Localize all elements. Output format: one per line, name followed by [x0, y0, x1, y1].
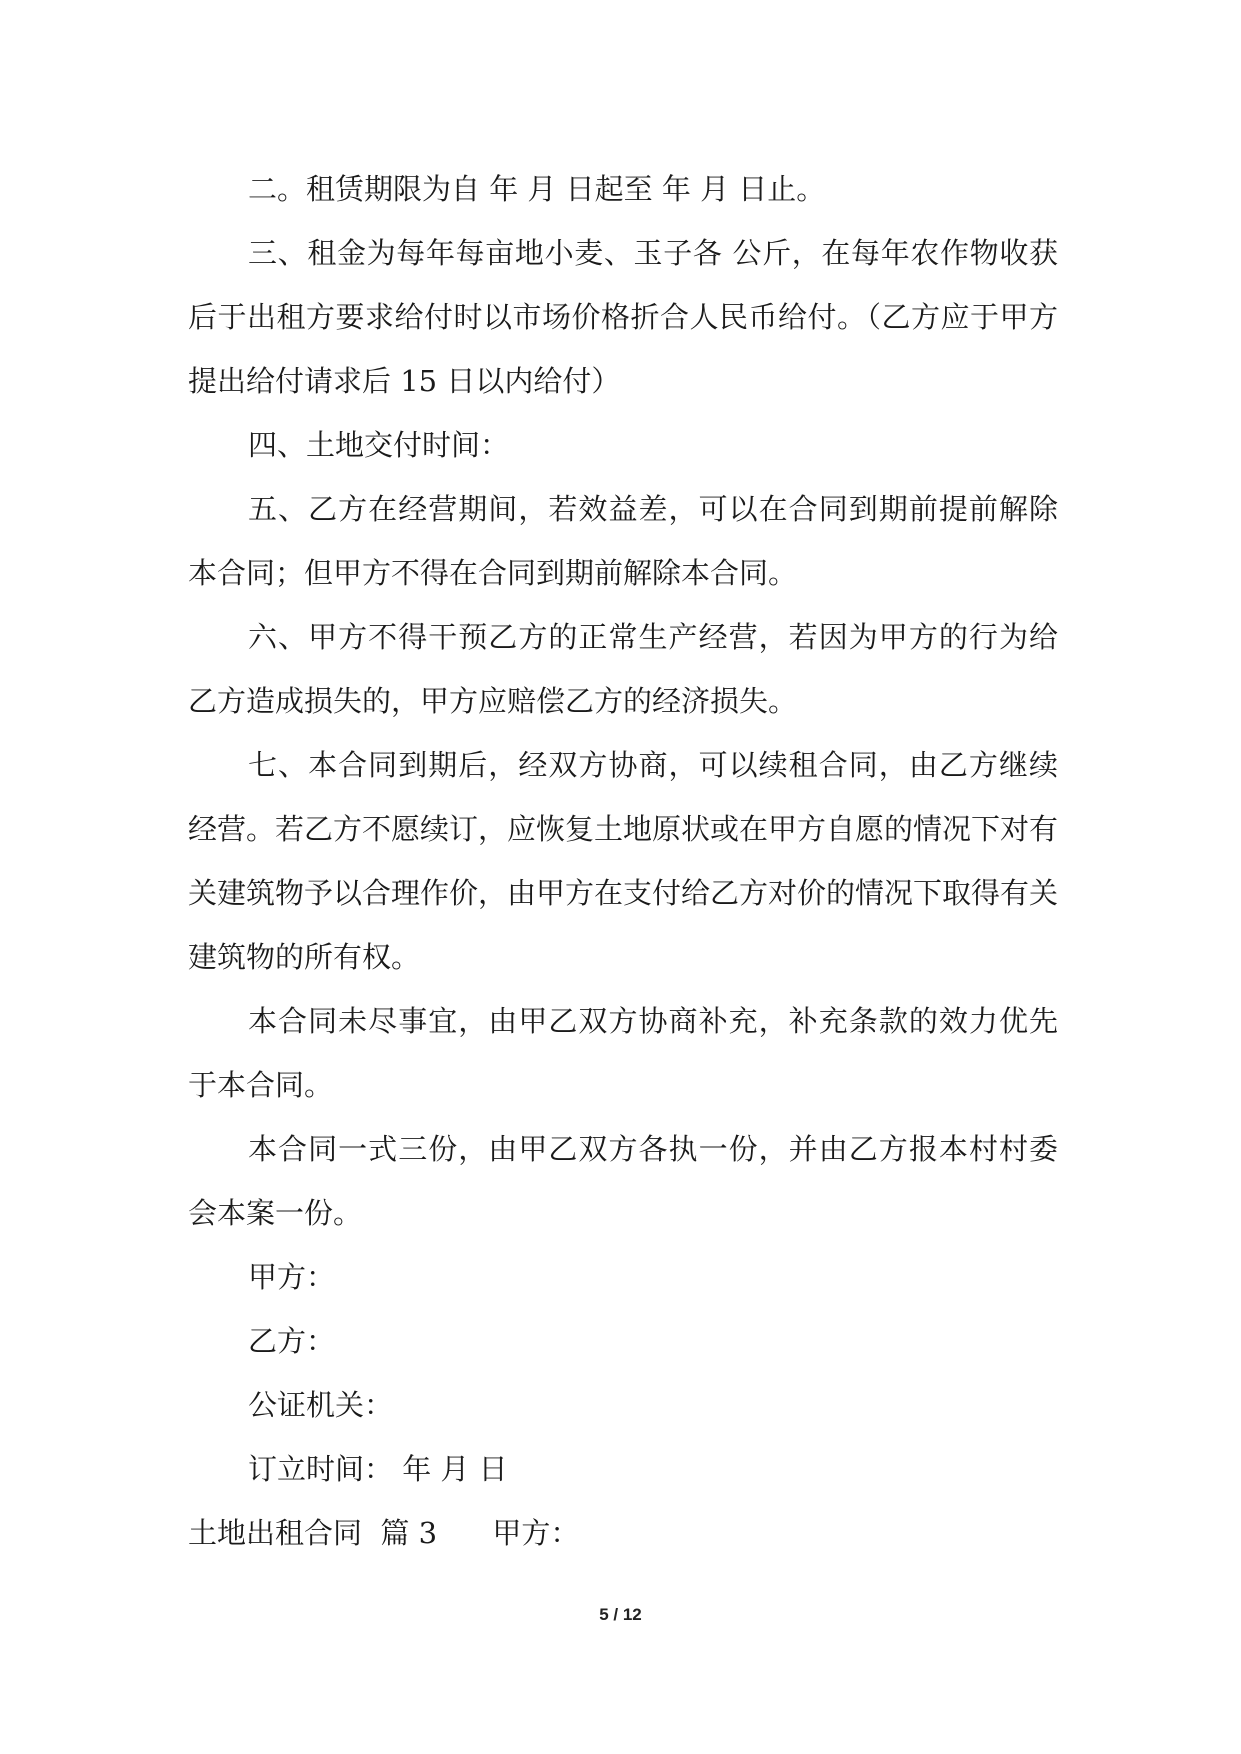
clause-4-paragraph: 四、土地交付时间： [248, 428, 510, 462]
signing-date-line: 订立时间： 年 月 日 [248, 1452, 508, 1486]
supplement-paragraph: 本合同未尽事宜，由甲乙双方协商补充，补充条款的效力优先于本合同。 [188, 1004, 1058, 1102]
clause-3-paragraph: 三、租金为每年每亩地小麦、玉子各 公斤，在每年农作物收获后于出租方要求给付时以市场价格折合人民币给付。（乙方应于甲方提出给付请求后 15 日以内给付） [188, 236, 1058, 398]
page-number: 5 / 12 [599, 1605, 642, 1624]
clause-6-paragraph: 六、甲方不得干预乙方的正常生产经营，若因为甲方的行为给乙方造成损失的，甲方应赔偿乙方的经济损失。 [188, 620, 1058, 718]
clause-7-paragraph: 七、本合同到期后，经双方协商，可以续租合同，由乙方继续经营。若乙方不愿续订，应恢复土地原状或在甲方自愿的情况下对有关建筑物予以合理作价，由甲方在支付给乙方对价的情况下取得有关建筑物的所有权。 [188, 748, 1059, 974]
next-section-heading: 土地出租合同 篇 3 甲方： [188, 1516, 580, 1550]
party-b-line: 乙方： [248, 1324, 336, 1358]
party-a-line: 甲方： [248, 1260, 336, 1294]
clause-5-paragraph: 五、乙方在经营期间，若效益差，可以在合同到期前提前解除本合同；但甲方不得在合同到期前解除本合同。 [188, 492, 1058, 590]
copies-paragraph: 本合同一式三份，由甲乙双方各执一份，并由乙方报本村村委会本案一份。 [188, 1132, 1058, 1230]
clause-2-paragraph: 二。租赁期限为自 年 月 日起至 年 月 日止。 [248, 172, 826, 206]
notary-line: 公证机关： [248, 1388, 394, 1422]
document-body [188, 157, 1058, 1565]
